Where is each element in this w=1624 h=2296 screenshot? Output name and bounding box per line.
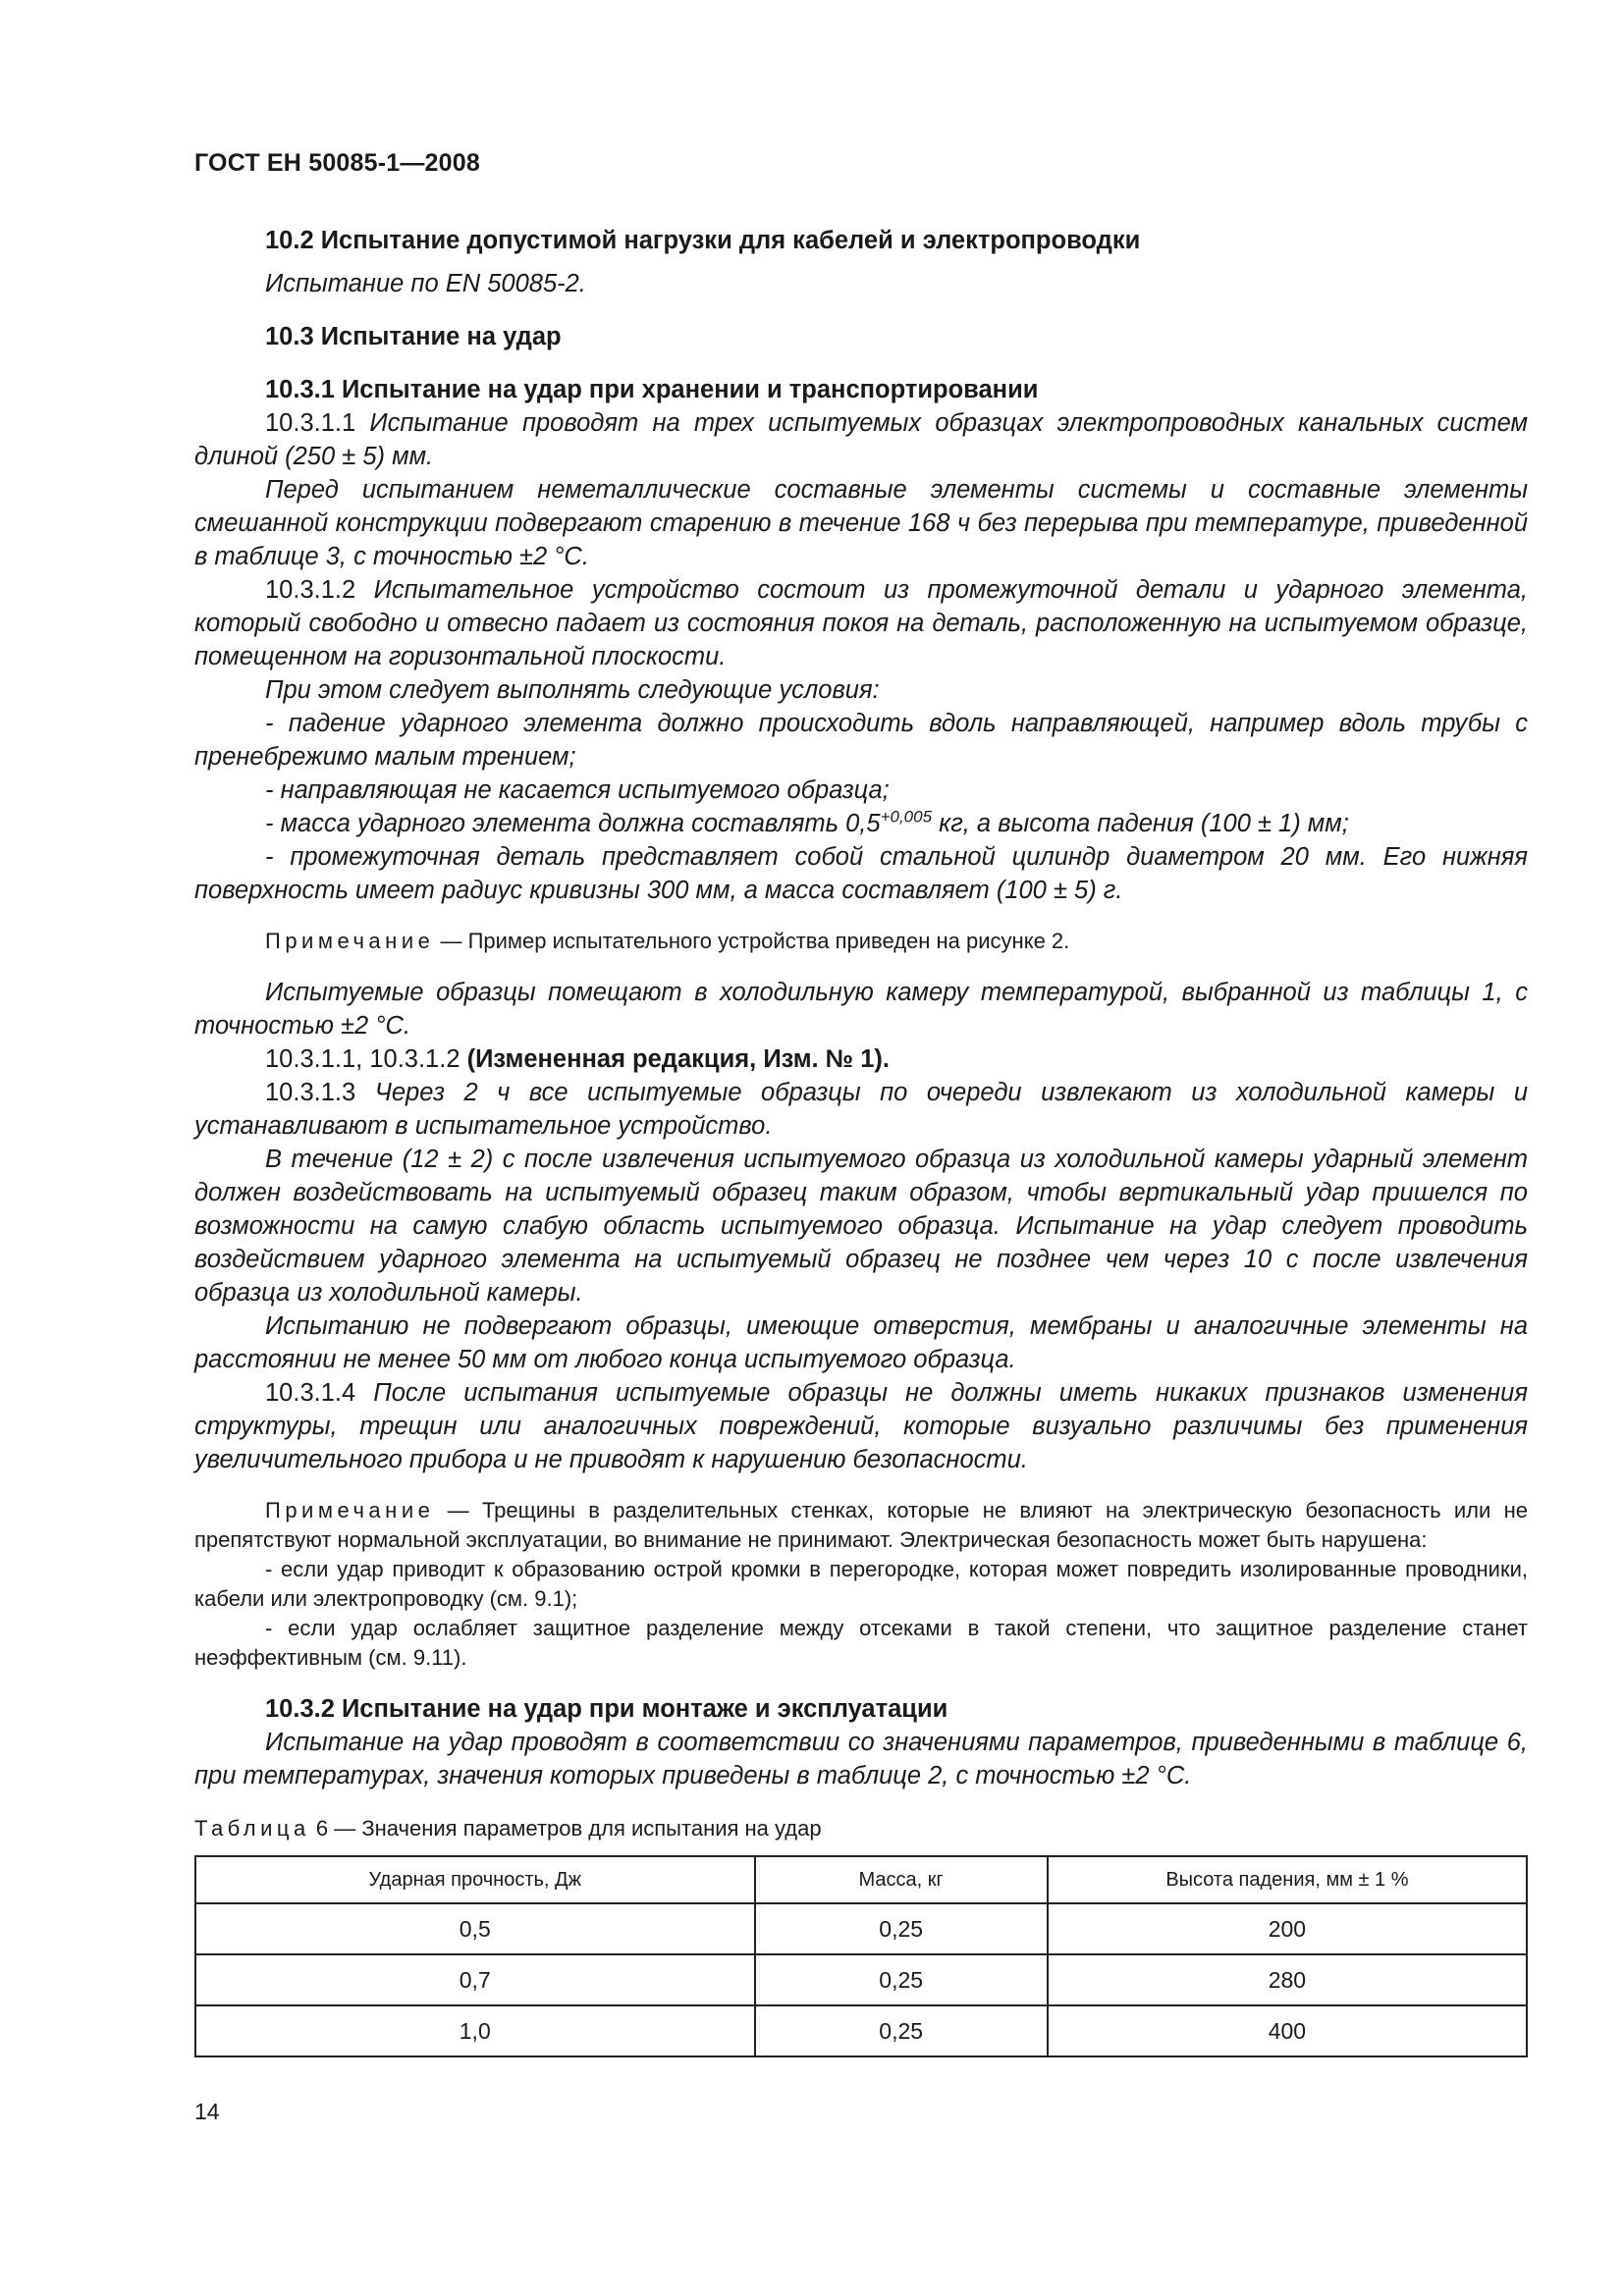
tolerance-superscript: +0,005 — [880, 807, 933, 827]
amendment-text: (Измененная редакция, Изм. № 1). — [466, 1045, 890, 1073]
column-header-impact-strength: Ударная прочность, Дж — [195, 1856, 755, 1903]
clause-number: 10.3.1.3 — [265, 1079, 356, 1106]
condition-item-2: - направляющая не касается испытуемого образца; — [265, 776, 890, 804]
document-header: ГОСТ ЕН 50085-1—2008 — [194, 149, 480, 177]
paragraph-aging: Перед испытанием неметаллические составные элементы системы и составные элементы смешанной конструкции подвергают старению в течение 168 ч без перерыва при температуре, приведенной в таблице 3, с точностью ±2 °C. — [194, 476, 1528, 570]
note-label: Примечание — [265, 929, 435, 953]
paragraph-10-3-1-2 — [194, 573, 1528, 673]
column-header-mass: Масса, кг — [755, 1856, 1048, 1903]
clause-text: После испытания испытуемые образцы не должны иметь никаких признаков изменения структуры, трещин или аналогичных повреждений, которые визуально различимы без применения увеличительного прибора и не приводят к нарушению безопасности. — [194, 1379, 1528, 1473]
paragraph-10-3-1-3 — [194, 1076, 1528, 1143]
note-2-bullet-2: - если удар ослабляет защитное разделение между отсеками в такой степени, что защитное разделение станет неэффективным (см. 9.11). — [194, 1616, 1528, 1670]
paragraph-impact-timing: В течение (12 ± 2) с после извлечения испытуемого образца из холодильной камеры ударный элемент должен воздействовать на испытуемый образец таким образом, чтобы вертикальный удар пришелся по возможности на самую слабую область испытуемого образца. Испытание на удар следует проводить воздействием ударного элемента на испытуемый образец не позднее чем через 10 с после извлечения образца из холодильной камеры. — [194, 1146, 1528, 1307]
paragraph-10-3-1-1 — [194, 406, 1528, 473]
page-number: 14 — [194, 2099, 220, 2124]
section-10-2-text: Испытание по EN 50085-2. — [265, 270, 586, 297]
clause-text: Испытание проводят на трех испытуемых образцах электропроводных канальных систем длиной (250 ± 5) мм. — [194, 409, 1528, 470]
condition-text: кг, а высота падения (100 ± 1) мм; — [932, 810, 1349, 837]
impact-parameters-table — [194, 1855, 1528, 2057]
paragraph-10-3-1-4 — [194, 1376, 1528, 1476]
table-cell: 0,25 — [755, 2005, 1048, 2056]
section-10-3-2-heading: 10.3.2 Испытание на удар при монтаже и эксплуатации — [265, 1695, 948, 1723]
table-row — [195, 1954, 1527, 2005]
note-text: — Трещины в разделительных стенках, которые не влияют на электрическую безопасность или не препятствуют нормальной эксплуатации, во внимание не принимают. Электрическая безопасность может быть нарушена: — [194, 1498, 1528, 1552]
table-row — [195, 1903, 1527, 1954]
clause-text: Испытательное устройство состоит из промежуточной детали и ударного элемента, который свободно и отвесно падает из состояния покоя на деталь, расположенную на испытуемом образце, помещенном на горизонтальной плоскости. — [194, 576, 1528, 670]
section-10-3-1-heading: 10.3.1 Испытание на удар при хранении и транспортировании — [265, 376, 1039, 403]
table-cell: 0,25 — [755, 1903, 1048, 1954]
note-1 — [194, 927, 1528, 956]
condition-item-1: - падение ударного элемента должно происходить вдоль направляющей, например вдоль трубы с пренебрежимо малым трением; — [194, 710, 1528, 771]
note-2 — [194, 1496, 1528, 1555]
table-caption-text: 6 — Значения параметров для испытания на удар — [309, 1816, 822, 1841]
table-header-row — [195, 1856, 1527, 1903]
section-10-3-2-text: Испытание на удар проводят в соответствии со значениями параметров, приведенными в таблице 6, при температурах, значения которых приведены в таблице 2, с точностью ±2 °C. — [194, 1729, 1528, 1789]
table-row — [195, 2005, 1527, 2056]
clause-number: 10.3.1.1 — [265, 409, 356, 437]
condition-item-4: - промежуточная деталь представляет собой стальной цилиндр диаметром 20 мм. Его нижняя поверхность имеет радиус кривизны 300 мм, а масса составляет (100 ± 5) г. — [194, 843, 1528, 904]
table-caption-label: Таблица — [194, 1816, 310, 1841]
condition-item-3 — [194, 807, 1528, 840]
table-cell: 200 — [1048, 1903, 1527, 1954]
table-cell: 400 — [1048, 2005, 1527, 2056]
table-cell: 0,7 — [195, 1954, 755, 2005]
paragraph-amendment — [194, 1042, 1528, 1076]
amendment-ref: 10.3.1.1, 10.3.1.2 — [265, 1045, 467, 1073]
table-cell: 0,5 — [195, 1903, 755, 1954]
document-body — [194, 224, 1528, 2057]
table-cell: 280 — [1048, 1954, 1527, 2005]
paragraph-cold-chamber: Испытуемые образцы помещают в холодильную камеру температурой, выбранной из таблицы 1, с точностью ±2 °C. — [194, 979, 1528, 1040]
section-10-2-heading: 10.2 Испытание допустимой нагрузки для кабелей и электропроводки — [265, 227, 1141, 254]
note-2-bullet-1: - если удар приводит к образованию острой кромки в перегородке, которая может повредить изолированные проводники, кабели или электропроводку (см. 9.1); — [194, 1557, 1528, 1611]
condition-text: - масса ударного элемента должна составлять 0,5 — [265, 810, 881, 837]
table-cell: 0,25 — [755, 1954, 1048, 2005]
paragraph-conditions-intro: При этом следует выполнять следующие условия: — [265, 676, 880, 704]
table-cell: 1,0 — [195, 2005, 755, 2056]
clause-number: 10.3.1.4 — [265, 1379, 356, 1407]
section-10-3-heading: 10.3 Испытание на удар — [265, 323, 562, 350]
paragraph-exclusions: Испытанию не подвергают образцы, имеющие отверстия, мембраны и аналогичные элементы на расстоянии не менее 50 мм от любого конца испытуемого образца. — [194, 1312, 1528, 1373]
clause-text: Через 2 ч все испытуемые образцы по очереди извлекают из холодильной камеры и устанавливают в испытательное устройство. — [194, 1079, 1528, 1140]
table-caption — [194, 1814, 1528, 1843]
column-header-drop-height: Высота падения, мм ± 1 % — [1048, 1856, 1527, 1903]
clause-number: 10.3.1.2 — [265, 576, 356, 604]
note-label: Примечание — [265, 1498, 435, 1522]
note-text: — Пример испытательного устройства приведен на рисунке 2. — [434, 929, 1070, 953]
